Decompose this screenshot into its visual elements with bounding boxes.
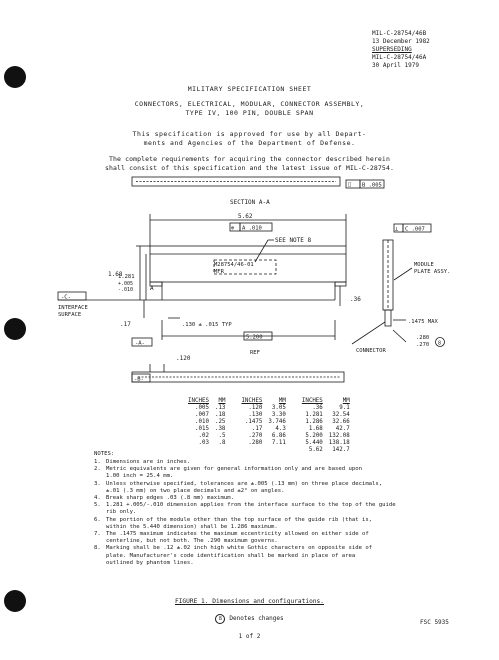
flatness-symbol: ⌷ bbox=[348, 182, 352, 189]
changes-marker: 8 bbox=[215, 614, 225, 624]
table-cell: 7.11 bbox=[271, 440, 286, 446]
part-marking: M28754/46-01 bbox=[214, 262, 254, 268]
table-cell: 4.3 bbox=[275, 426, 286, 432]
table-cell bbox=[188, 447, 215, 454]
table-cell: .13 bbox=[214, 405, 226, 411]
interface-label-1: INTERFACE bbox=[58, 305, 88, 311]
note-item bbox=[94, 531, 494, 545]
title-line-1: CONNECTORS, ELECTRICAL, MODULAR, CONNECTOR ASSEMBLY, bbox=[134, 100, 365, 108]
table-row bbox=[188, 440, 356, 447]
datum-a: A bbox=[150, 285, 154, 292]
table-cell: .010 bbox=[194, 419, 209, 425]
height-168: 1.68 bbox=[108, 271, 123, 278]
module-label-2: PLATE ASSY. bbox=[414, 269, 451, 275]
ref-length: 5.200 bbox=[246, 334, 263, 341]
table-cell: 138.18 bbox=[328, 440, 350, 446]
note-number: 1. bbox=[94, 459, 101, 465]
note-item bbox=[94, 517, 494, 531]
table-cell: .38 bbox=[214, 426, 226, 432]
table-cell: 132.08 bbox=[328, 433, 350, 439]
section-label: SECTION A-A bbox=[230, 199, 270, 206]
table-cell: 3.05 bbox=[271, 405, 286, 411]
perp-tol: C .007 bbox=[405, 226, 425, 233]
pitch-dim: .130 ± .015 TYP bbox=[182, 322, 232, 328]
note-line: rib only. bbox=[106, 509, 137, 516]
table-cell: 142.7 bbox=[332, 447, 350, 453]
max-dim: .1475 MAX bbox=[408, 319, 438, 325]
datum-a-box: -A- bbox=[135, 340, 145, 347]
note-item bbox=[94, 502, 494, 516]
note-number: 4. bbox=[94, 495, 101, 502]
height-1281: 1.281 bbox=[118, 274, 135, 280]
table-header: MM bbox=[218, 398, 226, 404]
note-line: Dimensions are in inches. bbox=[106, 459, 191, 465]
table-cell: .015 bbox=[194, 426, 209, 432]
top-view-strip bbox=[132, 177, 340, 186]
note-line: within the 5.440 dimension) shall be 1.286 maximum. bbox=[106, 523, 278, 530]
superseded-number: MIL-C-28754/46A bbox=[372, 54, 427, 61]
dim-36: .36 bbox=[350, 296, 361, 303]
note-line: Marking shall be .12 ±.02 inch high white Gothic characters on opposite side of bbox=[106, 545, 373, 552]
tol-minus: -.010 bbox=[118, 287, 134, 293]
table-cell: .02 bbox=[198, 433, 209, 439]
dim-120: .120 bbox=[176, 355, 191, 362]
table-cell: .36 bbox=[312, 405, 323, 411]
requirements-line-1: The complete requirements for acquiring the connector described herein bbox=[109, 155, 390, 163]
position-symbol: ⊕ bbox=[231, 225, 235, 232]
approval-line-1: This specification is approved for use by all Depart- bbox=[132, 130, 367, 138]
table-cell bbox=[231, 447, 268, 454]
note-line: The portion of the module other than the top surface of the guide rib (that is, bbox=[106, 516, 373, 523]
note-line: 1.281 +.005/-.010 dimension applies from the interface surface to the top of the guide bbox=[106, 502, 396, 509]
table-cell: .120 bbox=[248, 405, 263, 411]
note-number: 2. bbox=[94, 466, 101, 473]
note-line: plate. Manufacturer's code identification shall be marked in place of area bbox=[106, 552, 356, 559]
note-number: 8. bbox=[94, 545, 101, 552]
superseding-label: SUPERSEDING bbox=[372, 46, 412, 53]
note-line: centerline, but not both. The .290 maximum governs. bbox=[106, 538, 278, 545]
table-cell: 1.68 bbox=[308, 426, 323, 432]
note-number: 6. bbox=[94, 516, 101, 523]
changes-text: Denotes changes bbox=[229, 615, 284, 622]
datum-c: -C- bbox=[61, 294, 71, 301]
note-item bbox=[94, 466, 494, 480]
requirements-line-2: shall consist of this specification and the latest issue of MIL-C-28754. bbox=[105, 164, 394, 172]
table-row bbox=[188, 419, 356, 426]
doc-number: MIL-C-28754/46B bbox=[372, 30, 427, 37]
table-cell bbox=[268, 447, 291, 454]
section-a-a-body bbox=[150, 246, 346, 300]
page-number: 1 of 2 bbox=[238, 633, 261, 640]
note-line: Unless otherwise specified, tolerances are ±.005 (.13 mm) on three place decimals, bbox=[106, 480, 383, 487]
table-cell: 1.286 bbox=[305, 419, 323, 425]
table-cell: .280 bbox=[248, 440, 263, 446]
ref-label: REF bbox=[250, 350, 260, 356]
note-number: 7. bbox=[94, 531, 101, 538]
overall-width: 5.62 bbox=[238, 213, 253, 220]
title-line-2: TYPE IV, 100 PIN, DOUBLE SPAN bbox=[185, 109, 314, 117]
table-row bbox=[188, 426, 356, 433]
table-cell: .007 bbox=[194, 412, 209, 418]
table-cell: 42.7 bbox=[335, 426, 350, 432]
table-cell: 5.440 bbox=[305, 440, 323, 446]
note-item bbox=[94, 495, 494, 502]
fsc-code: FSC 5935 bbox=[420, 619, 449, 626]
note-line: ±.01 (.3 mm) on two place decimals and ±2° on angles. bbox=[106, 487, 285, 494]
thick-lo: .270 bbox=[416, 342, 430, 348]
doc-date: 13 December 1982 bbox=[372, 38, 430, 45]
note-line: outlined by phantom lines. bbox=[106, 559, 194, 566]
mfr-label: MFR bbox=[214, 269, 224, 275]
dim-17: .17 bbox=[120, 321, 131, 328]
table-cell: .1475 bbox=[244, 419, 263, 425]
table-row bbox=[188, 447, 356, 454]
note-line: 1.00 inch = 25.4 mm. bbox=[106, 473, 174, 480]
table-cell: .5 bbox=[218, 433, 226, 439]
tol-plus: +.005 bbox=[118, 281, 134, 287]
figure-caption: FIGURE 1. Dimensions and configurations. bbox=[174, 598, 324, 605]
table-cell: 5.200 bbox=[305, 433, 323, 439]
superseded-date: 30 April 1979 bbox=[372, 62, 419, 69]
table-cell: .8 bbox=[218, 440, 226, 446]
table-cell: .130 bbox=[248, 412, 263, 418]
table-cell: 1.281 bbox=[305, 412, 323, 418]
side-view bbox=[383, 240, 393, 326]
table-cell: 3.30 bbox=[271, 412, 286, 418]
datum-b-box: -B- bbox=[134, 376, 144, 383]
table-cell: 3.746 bbox=[268, 419, 286, 425]
table-row bbox=[188, 433, 356, 440]
note-line: Metric equivalents are given for general information only and are based upon bbox=[106, 466, 362, 473]
module-label-1: MODULE bbox=[414, 262, 434, 268]
table-row bbox=[188, 412, 356, 419]
table-cell: .25 bbox=[214, 419, 226, 425]
note-number: 5. bbox=[94, 502, 101, 509]
perp-symbol: ⊥ bbox=[395, 226, 399, 233]
table-header: MM bbox=[342, 398, 350, 404]
top-b-tol: B .005 bbox=[362, 182, 382, 189]
interface-label-2: SURFACE bbox=[58, 312, 82, 318]
table-cell: 32.66 bbox=[332, 419, 350, 425]
notes-heading: NOTES: bbox=[94, 451, 115, 457]
table-row bbox=[188, 405, 356, 412]
note-item bbox=[94, 481, 494, 495]
note-item bbox=[94, 459, 494, 466]
see-note: SEE NOTE 8 bbox=[275, 237, 312, 244]
table-cell: 5.62 bbox=[308, 447, 323, 453]
approval-line-2: ments and Agencies of the Department of Defense. bbox=[143, 139, 356, 147]
table-header: MM bbox=[278, 398, 286, 404]
table-cell: .270 bbox=[248, 433, 263, 439]
conversion-table bbox=[188, 398, 356, 454]
sheet-type: MILITARY SPECIFICATION SHEET bbox=[187, 85, 312, 93]
connector-label: CONNECTOR bbox=[356, 348, 386, 354]
note-number: 3. bbox=[94, 480, 101, 487]
table-cell: 6.86 bbox=[271, 433, 286, 439]
note-line: Break sharp edges .03 (.8 mm) maximum. bbox=[106, 495, 234, 502]
bottom-view-strip bbox=[132, 372, 344, 382]
change-marker: 8 bbox=[438, 340, 442, 347]
table-header: INCHES bbox=[188, 398, 209, 404]
table-cell: 9.1 bbox=[339, 405, 350, 411]
position-tol: A .010 bbox=[242, 225, 262, 232]
table-header: INCHES bbox=[241, 398, 263, 404]
table-cell bbox=[215, 447, 231, 454]
table-cell: .03 bbox=[198, 440, 209, 446]
table-cell: .18 bbox=[214, 412, 226, 418]
table-cell: .17 bbox=[251, 426, 263, 432]
table-cell: 32.54 bbox=[332, 412, 350, 418]
table-header: INCHES bbox=[301, 398, 323, 404]
thick-hi: .280 bbox=[416, 335, 430, 341]
note-item bbox=[94, 545, 494, 567]
notes-list bbox=[94, 459, 494, 567]
note-line: The .1475 maximum indicates the maximum eccentricity allowed on either side of bbox=[106, 531, 369, 538]
table-cell: .005 bbox=[194, 405, 209, 411]
